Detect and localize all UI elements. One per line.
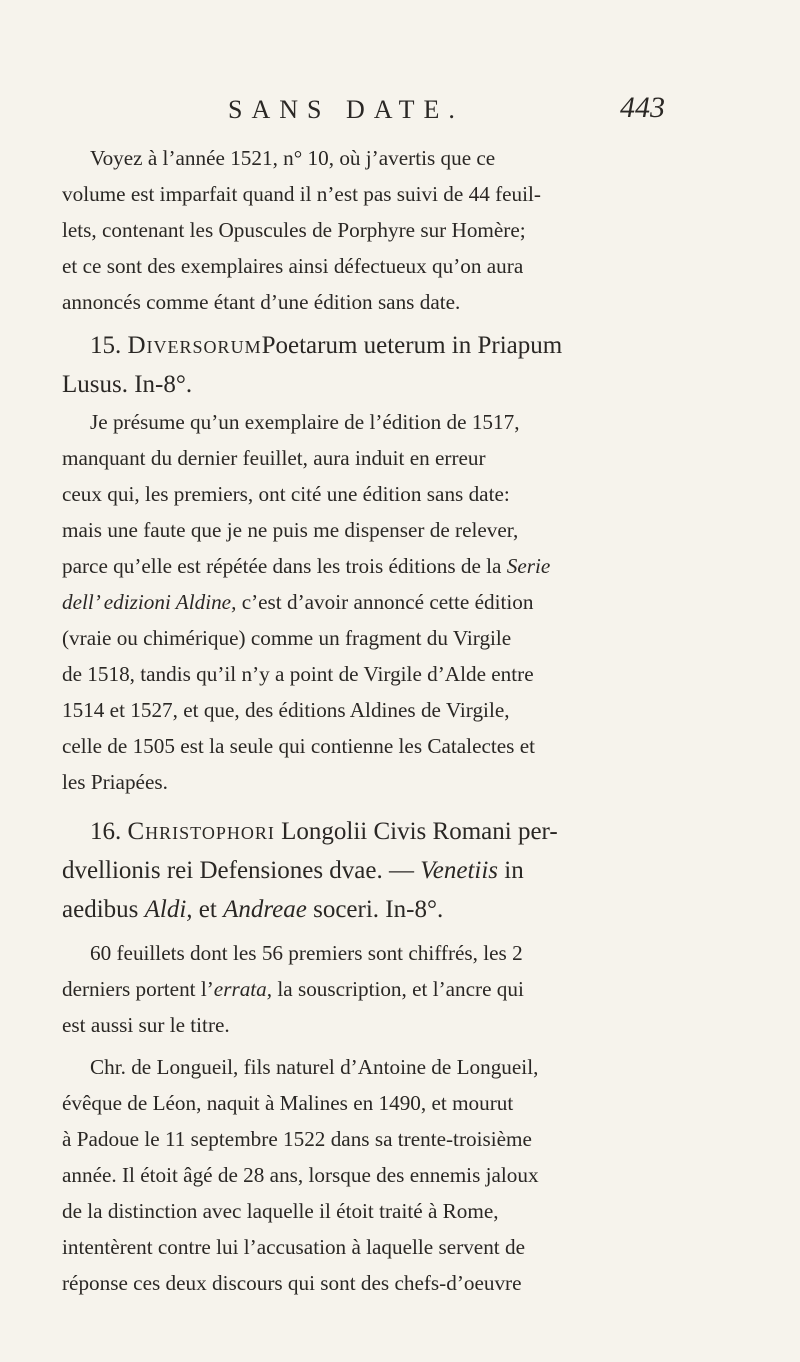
text-line: celle de 1505 est la seule qui contienne les Catalectes et — [62, 734, 536, 758]
entry-15-text — [62, 404, 762, 800]
running-title: SANS DATE. — [228, 95, 464, 124]
italic-segment: Aldi, — [144, 896, 193, 923]
text-line: 60 feuillets dont les 56 premiers sont chiffrés, les 2 — [90, 941, 523, 965]
entry-number: 15. — [90, 332, 122, 359]
text-segment: parce qu’elle est répétée dans les trois éditions de la — [62, 554, 502, 578]
page-number: 443 — [620, 91, 665, 124]
italic-segment: errata, — [213, 977, 273, 1001]
text-line: Je présume qu’un exemplaire de l’édition de 1517, — [90, 410, 520, 434]
entry-number: 16. — [90, 818, 122, 845]
italic-segment: Andreae — [223, 896, 307, 923]
text-line — [62, 548, 762, 584]
text-line: les Priapées. — [62, 770, 168, 794]
entry-16-title — [62, 812, 762, 929]
text-line: (vraie ou chimérique) comme un fragment du Virgile — [62, 626, 512, 650]
entry-title-line: Lusus. In-8°. — [62, 371, 193, 398]
entry-author: Diversorum — [127, 332, 262, 359]
entry-title-text: soceri. In-8°. — [313, 896, 444, 923]
text-line: mais une faute que je ne puis me dispenser de relever, — [62, 518, 519, 542]
entry-title-text: et — [198, 896, 217, 923]
text-segment: derniers portent l’ — [62, 977, 214, 1001]
text-line — [62, 971, 762, 1007]
italic-segment: dell’ edizioni Aldine, — [62, 590, 237, 614]
italic-segment: Venetiis — [420, 857, 499, 884]
text-line: est aussi sur le titre. — [62, 1013, 230, 1037]
entry-title-line — [62, 326, 762, 365]
italic-segment: Serie — [506, 554, 551, 578]
text-segment: c’est d’avoir annoncé cette édition — [236, 590, 534, 614]
text-line: volume est imparfait quand il n’est pas suivi de 44 feuil- — [62, 182, 541, 206]
entry-16-description — [62, 935, 762, 1043]
text-line: manquant du dernier feuillet, aura induit en erreur — [62, 446, 486, 470]
text-line: Chr. de Longueil, fils naturel d’Antoine de Longueil, — [90, 1055, 539, 1079]
entry-author: Christophori — [127, 818, 275, 845]
entry-title-line — [62, 890, 762, 929]
text-line: évêque de Léon, naquit à Malines en 1490, et mourut — [62, 1091, 514, 1115]
entry-16-biography — [62, 1049, 762, 1301]
text-segment: la souscription, et l’ancre qui — [272, 977, 524, 1001]
page-header — [0, 91, 800, 135]
entry-title-line — [62, 851, 762, 890]
text-line: et ce sont des exemplaires ainsi défectueux qu’on aura — [62, 254, 524, 278]
text-line — [62, 584, 762, 620]
entry-title-text: Longolii Civis Romani per- — [281, 818, 558, 845]
text-line: 1514 et 1527, et que, des éditions Aldines de Virgile, — [62, 698, 510, 722]
entry-title-text: Poetarum ueterum in Priapum — [261, 332, 563, 359]
entry-title-text: in — [504, 857, 524, 884]
text-line: Voyez à l’année 1521, n° 10, où j’avertis que ce — [90, 146, 496, 170]
text-line: lets, contenant les Opuscules de Porphyre sur Homère; — [62, 218, 526, 242]
text-line: réponse ces deux discours qui sont des chefs-d’oeuvre — [62, 1271, 522, 1295]
text-line: année. Il étoit âgé de 28 ans, lorsque des ennemis jaloux — [62, 1163, 539, 1187]
text-line: ceux qui, les premiers, ont cité une édition sans date: — [62, 482, 510, 506]
text-line: de 1518, tandis qu’il n’y a point de Virgile d’Alde entre — [62, 662, 534, 686]
text-line: intentèrent contre lui l’accusation à laquelle servent de — [62, 1235, 525, 1259]
entry-title-line — [62, 812, 762, 851]
text-line: de la distinction avec laquelle il étoit traité à Rome, — [62, 1199, 499, 1223]
entry-title-text: aedibus — [62, 896, 139, 923]
entry-title-text: dvellionis rei Defensiones dvae. — — [62, 857, 414, 884]
entry-15-title — [62, 326, 762, 404]
text-line: annoncés comme étant d’une édition sans date. — [62, 290, 461, 314]
intro-paragraph — [62, 140, 762, 320]
text-line: à Padoue le 11 septembre 1522 dans sa trente-troisième — [62, 1127, 532, 1151]
body-text — [62, 140, 762, 1301]
